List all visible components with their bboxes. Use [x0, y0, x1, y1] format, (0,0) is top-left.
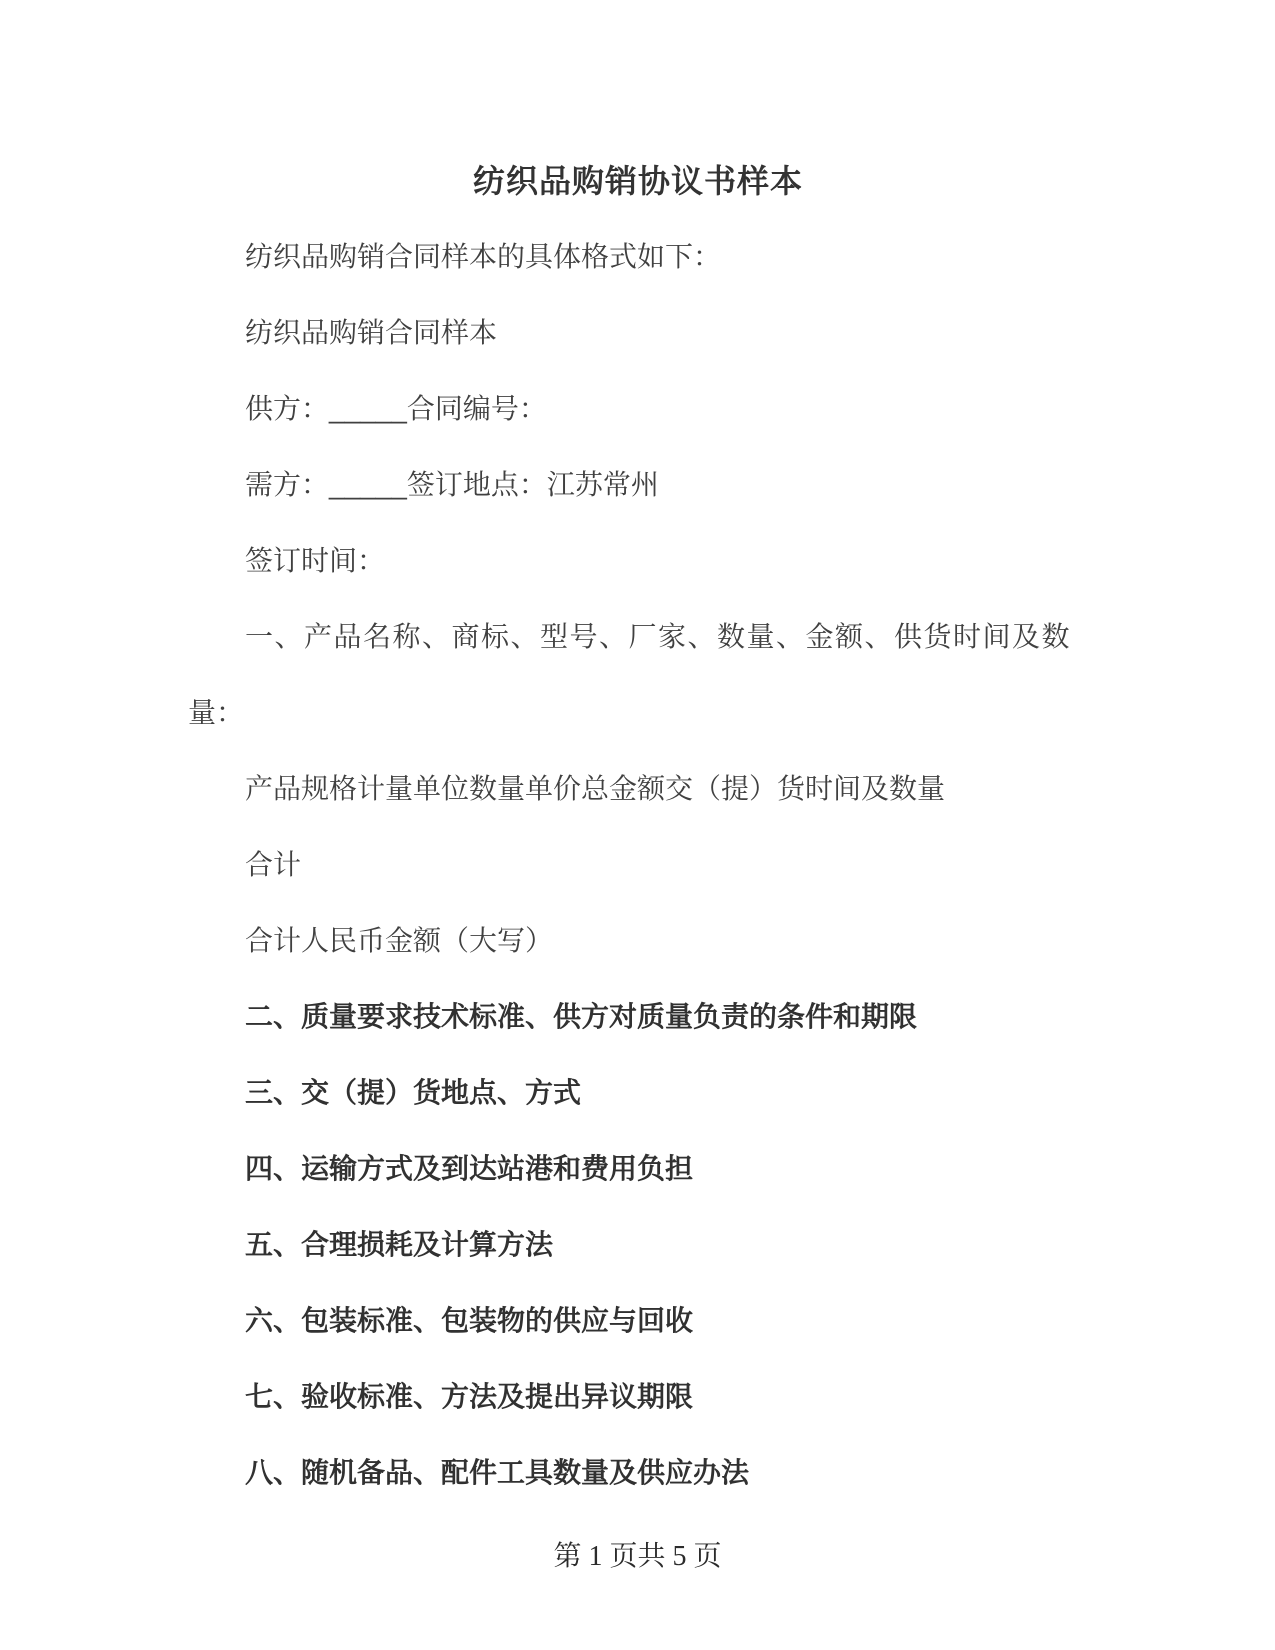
- product-spec-header-line: 产品规格计量单位数量单价总金额交（提）货时间及数量: [245, 773, 946, 804]
- total-amount-capital-line: 合计人民币金额（大写）: [245, 925, 554, 956]
- buyer-signing-place-line: 需方：_____签订地点：江苏常州: [245, 469, 659, 500]
- supplier-contract-number-line: 供方：_____合同编号：: [245, 393, 547, 424]
- total-line: 合计: [245, 849, 302, 880]
- document-title: 纺织品购销协议书样本: [472, 163, 803, 199]
- clause-4-transport: 四、运输方式及到达站港和费用负担: [245, 1153, 694, 1184]
- signing-time-line: 签订时间：: [245, 545, 386, 576]
- clause-2-quality: 二、质量要求技术标准、供方对质量负责的条件和期限: [245, 1001, 918, 1032]
- clause-7-acceptance: 七、验收标准、方法及提出异议期限: [245, 1381, 694, 1412]
- page-number-footer: 第 1 页共 5 页: [553, 1541, 722, 1572]
- clause-3-delivery-place: 三、交（提）货地点、方式: [245, 1077, 582, 1108]
- intro-paragraph: 纺织品购销合同样本的具体格式如下：: [245, 241, 722, 272]
- clause-1-line-2: 量：: [188, 697, 245, 728]
- clause-5-loss-calculation: 五、合理损耗及计算方法: [245, 1229, 554, 1260]
- clause-8-spare-parts: 八、随机备品、配件工具数量及供应办法: [245, 1457, 750, 1488]
- document-subtitle: 纺织品购销合同样本: [245, 317, 498, 348]
- clause-1-line-1: 一、产品名称、商标、型号、厂家、数量、金额、供货时间及数: [245, 621, 1072, 652]
- clause-6-packaging: 六、包装标准、包装物的供应与回收: [245, 1305, 694, 1336]
